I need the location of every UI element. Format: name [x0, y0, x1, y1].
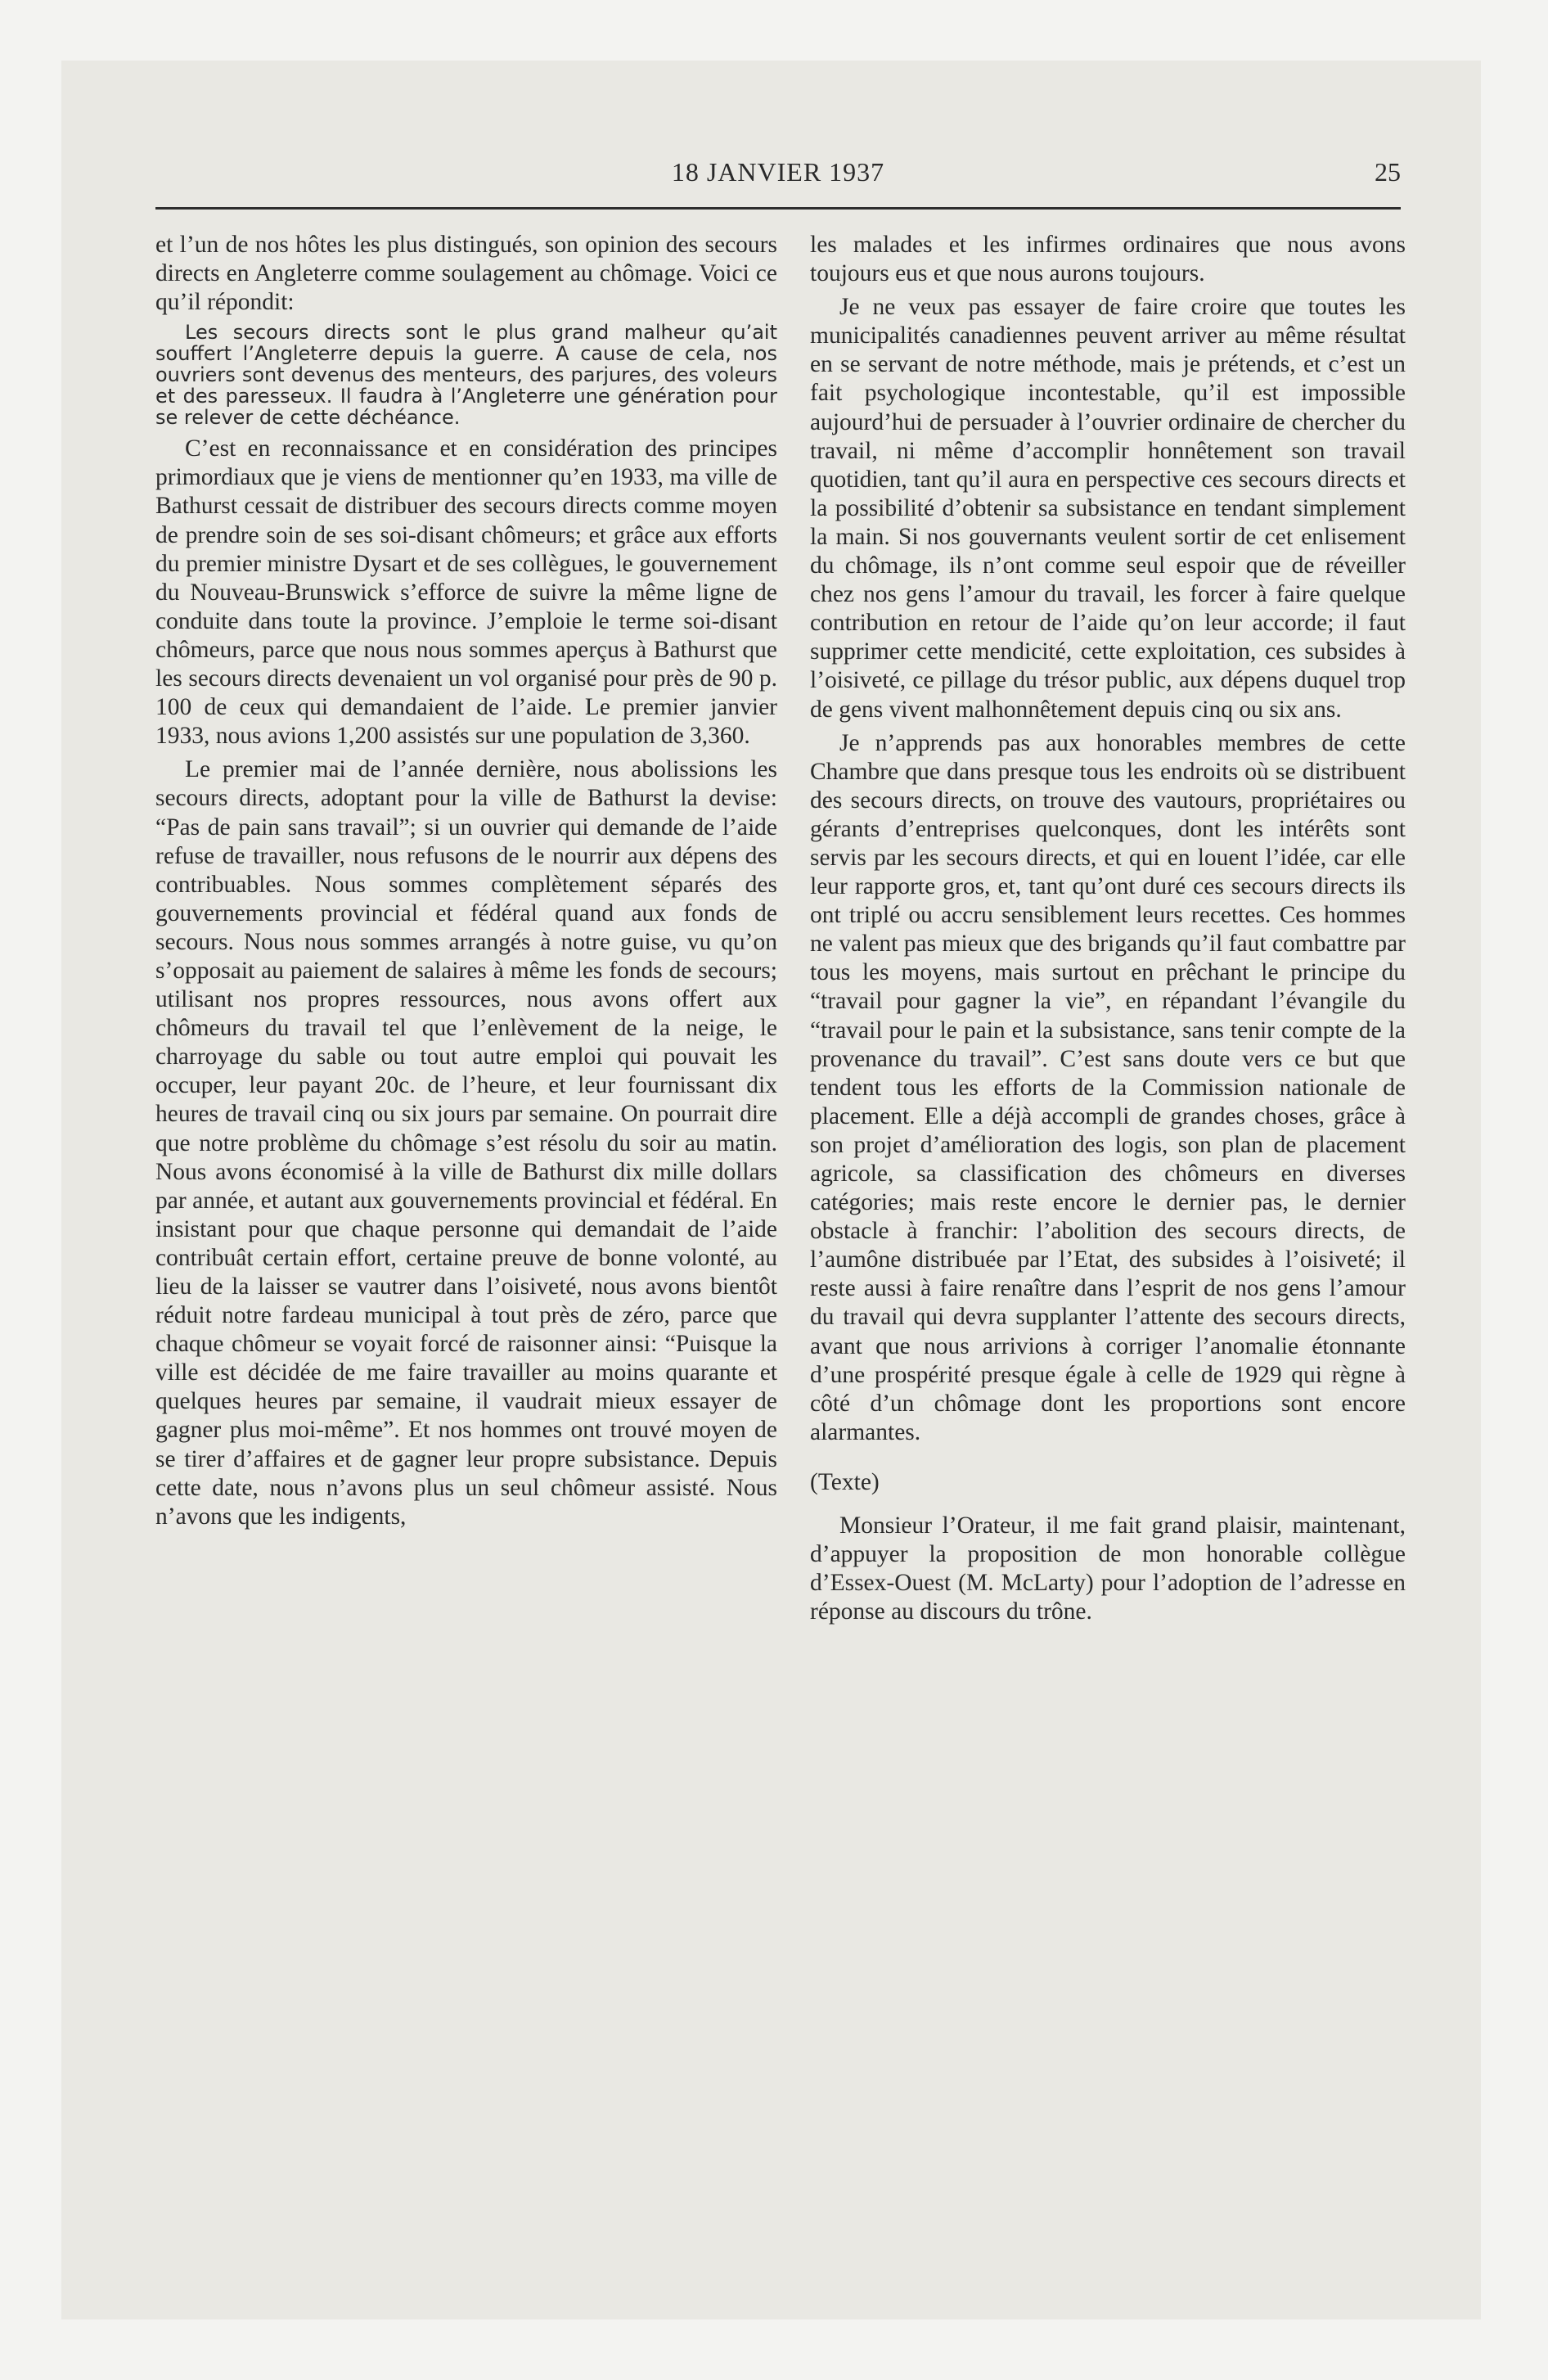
- header-rule: [155, 207, 1401, 210]
- paragraph: Monsieur l’Orateur, il me fait grand plaisir, maintenant, d’appuyer la proposition de mon honorable collègue d’Essex-Ouest (M. McLarty) pour l’adoption de l’adresse en réponse au discours du trône.: [810, 1512, 1406, 1625]
- section-marker: (Texte): [810, 1468, 880, 1495]
- paragraph: Je n’apprends pas aux honorables membres de cette Chambre que dans presque tous les endroits où se distribuent des secours directs, on trouve des vautours, propriétaires ou gérants d’entreprises quelconques, dont les intérêts sont servis par les secours directs, et qui en louent l’idée, car elle leur rapporte gros, et, tant qu’ont duré ces secours directs ils ont triplé ou accru sensiblement leurs recettes. Ces hommes ne valent pas mieux que des brigands qu’il faut combattre par tous les moyens, mais surtout en prêchant le principe du “travail pour gagner la vie”, en répandant l’évangile du “travail pour le pain et la subsistance, sans tenir compte de la provenance du travail”. C’est sans doute vers ce but que tendent tous les efforts de la Commission nationale de placement. Elle a déjà accompli de grandes choses, grâce à son projet d’amélioration des logis, son plan de placement agricole, sa classification des chômeurs en diverses catégories; mais reste encore le dernier pas, le dernier obstacle à franchir: l’abolition des secours directs, de l’aumône distribuée par l’Etat, des subsides à l’oisiveté; il reste aussi à faire renaître dans l’esprit de nos gens l’amour du travail qui devra supplanter l’attente des secours directs, avant que nous arrivions à corriger l’anomalie étonnante d’une prospérité presque égale à celle de 1929 qui règne à côté d’un chômage dont les proportions sont encore alarmantes.: [810, 729, 1406, 1445]
- right-column: [810, 231, 1406, 1626]
- paragraph: Le premier mai de l’année dernière, nous abolissions les secours directs, adoptant pour la ville de Bathurst la devise: “Pas de pain sans travail”; si un ouvrier qui demande de l’aide refuse de travailler, nous refusons de le nourrir aux dépens des contribuables. Nous sommes complètement séparés des gouvernements provincial et fédéral quand aux fonds de secours. Nous nous sommes arrangés à notre guise, vu qu’on s’opposait au paiement de salaires à même les fonds de secours; utilisant nos propres ressources, nous avons offert aux chômeurs du travail tel que l’enlèvement de la neige, le charroyage du sable ou tout autre emploi qui pouvait les occuper, leur payant 20c. de l’heure, et leur fournissant dix heures de travail cinq ou six jours par semaine. On pourrait dire que notre problème du chômage s’est résolu du soir au matin. Nous avons économisé à la ville de Bathurst dix mille dollars par année, et autant aux gouvernements provincial et fédéral. En insistant pour que chaque personne qui demandait de l’aide contribuât certain effort, certaine preuve de bonne volonté, au lieu de la laisser se vautrer dans l’oisiveté, nous avons bientôt réduit notre fardeau municipal à tout près de zéro, parce que chaque chômeur se voyait forcé de raisonner ainsi: “Puisque la ville est décidée de me faire travailler au moins quarante et quelques heures par semaine, il vaudrait mieux essayer de gagner plus moi-même”. Et nos hommes ont trouvé moyen de se tirer d’affaires et de gagner leur propre subsistance. Depuis cette date, nous n’avons plus un seul chômeur assisté. Nous n’avons que les indigents,: [155, 756, 777, 1530]
- left-column: [155, 231, 777, 1531]
- page-header: [155, 157, 1401, 196]
- header-date: 18 JANVIER 1937: [671, 157, 885, 187]
- paragraph: les malades et les infirmes ordinaires que nous avons toujours eus et que nous aurons toujours.: [810, 232, 1406, 287]
- paragraph: et l’un de nos hôtes les plus distingués, son opinion des secours directs en Angleterre comme soulagement au chômage. Voici ce qu’il répondit:: [155, 232, 777, 316]
- page-number: 25: [1375, 157, 1401, 187]
- paragraph: Je ne veux pas essayer de faire croire que toutes les municipalités canadiennes peuvent arriver au même résultat en se servant de notre méthode, mais je prétends, et c’est un fait psychologique incontestable, qu’il est impossible aujourd’hui de persuader à l’ouvrier ordinaire de chercher du travail, ni même d’accomplir honnêtement son travail quotidien, tant qu’il aura en perspective ces secours directs et la possibilité d’obtenir sa subsistance en tendant simplement la main. Si nos gouvernants veulent sortir de cet enlisement du chômage, ils n’ont comme seul espoir que de réveiller chez nos gens l’amour du travail, les forcer à faire quelque contribution en retour de l’aide qu’on leur accorde; il faut supprimer cette mendicité, cette exploitation, ces subsides à l’oisiveté, ce pillage du trésor public, aux dépens duquel trop de gens vivent malhonnêtement depuis cinq ou six ans.: [810, 294, 1406, 723]
- quoted-paragraph: Les secours directs sont le plus grand malheur qu’ait souffert l’Angleterre depuis la guerre. A cause de cela, nos ouvriers sont devenus des menteurs, des parjures, des voleurs et des paresseux. Il faudra à l’Angleterre une génération pour se relever de cette déchéance.: [155, 321, 777, 430]
- paragraph: C’est en reconnaissance et en considération des principes primordiaux que je viens de mentionner qu’en 1933, ma ville de Bathurst cessait de distribuer des secours directs comme moyen de prendre soin de ses soi-disant chômeurs; et grâce aux efforts du premier ministre Dysart et de ses collègues, le gouvernement du Nouveau-Brunswick s’efforce de suivre la même ligne de conduite dans toute la province. J’emploie le terme soi-disant chômeurs, parce que nous nous sommes aperçus à Bathurst que les secours directs devenaient un vol organisé pour près de 90 p. 100 de ceux qui demandaient de l’aide. Le premier janvier 1933, nous avions 1,200 assistés sur une population de 3,360.: [155, 435, 777, 750]
